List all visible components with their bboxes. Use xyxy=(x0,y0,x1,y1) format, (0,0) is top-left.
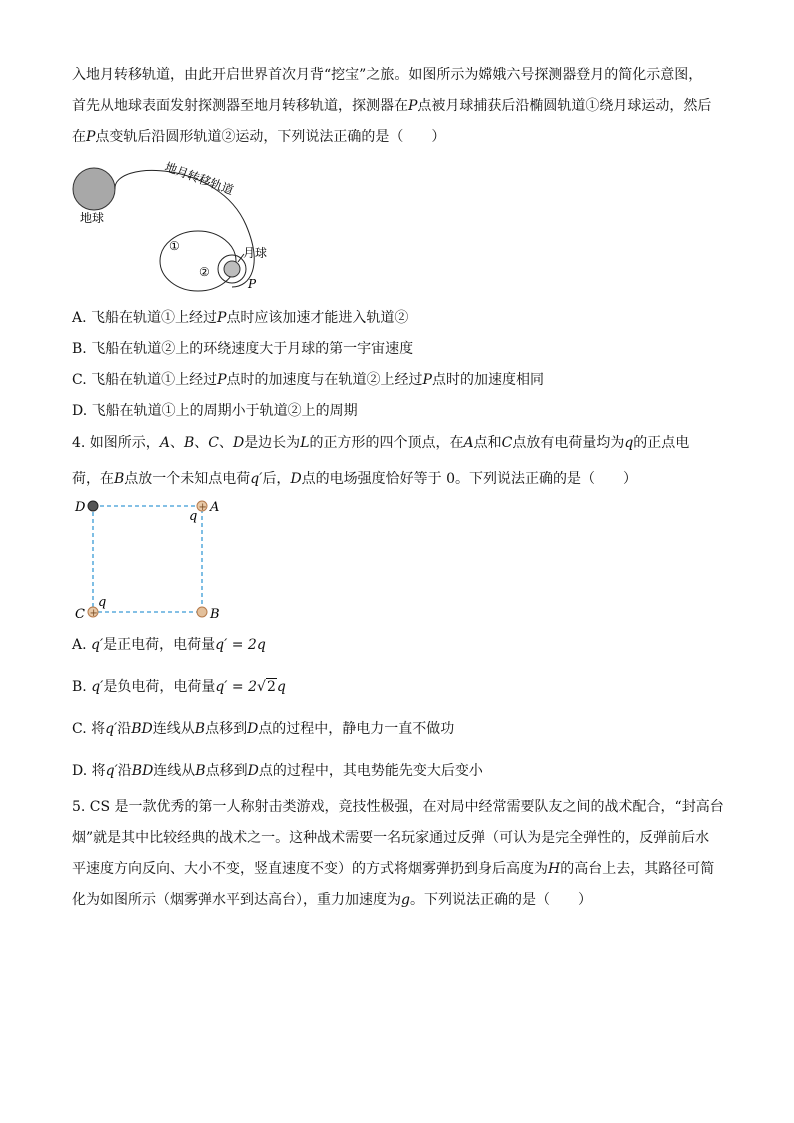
q3-option-d[interactable]: D. 飞船在轨道①上的周期小于轨道②上的周期 xyxy=(72,403,358,419)
moon-label: 月球 xyxy=(243,246,268,260)
q4-stem-line2: 荷，在B点放一个未知点电荷q′后，D点的电场强度恰好等于 0。下列说法正确的是（ ） xyxy=(72,471,638,487)
q4-option-d[interactable]: D. 将q′沿BD连线从B点移到D点的过程中，其电势能先变大后变小 xyxy=(72,763,483,779)
q4-option-c[interactable]: C. 将q′沿BD连线从B点移到D点的过程中，静电力一直不做功 xyxy=(72,721,455,737)
q5-stem-line1: 5. CS 是一款优秀的第一人称射击类游戏，竞技性极强，在对局中经常需要队友之间的战术配合，“封高台 xyxy=(72,799,724,815)
orbit-1-label: ① xyxy=(169,239,180,253)
moon-circle xyxy=(224,261,240,277)
earth-label: 地球 xyxy=(80,211,105,225)
transfer-orbit-label: 地月转移轨道 xyxy=(162,159,236,198)
earth-moon-orbit-figure xyxy=(68,155,268,300)
label-a: A xyxy=(210,500,220,515)
label-q-c: q xyxy=(98,595,107,610)
q4-option-b[interactable]: B. q′是负电荷，电荷量q′ = 2√2q xyxy=(72,679,286,695)
label-d: D xyxy=(75,500,86,515)
plus-sign-a: + xyxy=(198,502,207,513)
charge-b xyxy=(197,607,207,617)
q4-option-a[interactable]: A. q′是正电荷，电荷量q′ = 2q xyxy=(72,637,266,653)
orbit-2-label: ② xyxy=(199,265,210,279)
q3-stem-line3: 在P点变轨后沿圆形轨道②运动，下列说法正确的是（ ） xyxy=(72,129,446,145)
q5-stem-line3: 平速度方向反向、大小不变，竖直速度不变）的方式将烟雾弹扔到身后高度为H的高台上去，其路径可简 xyxy=(72,861,715,877)
q4-stem-line1: 4. 如图所示，A、B、C、D是边长为L的正方形的四个顶点，在A点和C点放有电荷量均为q的正点电 xyxy=(72,435,690,451)
label-c: C xyxy=(75,607,85,622)
sqrt-symbol: √ xyxy=(257,679,266,695)
q5-stem-line2: 烟”就是其中比较经典的战术之一。这种战术需要一名玩家通过反弹（可认为是完全弹性的，反弹前后水 xyxy=(72,830,710,846)
label-b: B xyxy=(210,607,220,622)
earth-circle xyxy=(73,168,115,210)
q3-option-a[interactable]: A. 飞船在轨道①上经过P点时应该加速才能进入轨道② xyxy=(72,310,409,326)
plus-sign-c: + xyxy=(89,608,98,619)
q3-stem-line1: 入地月转移轨道，由此开启世界首次月背“挖宝”之旅。如图所示为嫦娥六号探测器登月的简化示意图， xyxy=(72,67,703,83)
point-p-label: P xyxy=(248,277,257,291)
square-outline xyxy=(93,506,202,612)
square-charges-figure xyxy=(70,494,230,624)
q3-option-b[interactable]: B. 飞船在轨道②上的环绕速度大于月球的第一宇宙速度 xyxy=(72,341,414,357)
q5-stem-line4: 化为如图所示（烟雾弹水平到达高台），重力加速度为g。下列说法正确的是（ ） xyxy=(72,892,592,908)
q3-stem-line2: 首先从地球表面发射探测器至地月转移轨道，探测器在P点被月球捕获后沿椭圆轨道①绕月球运动，然后 xyxy=(72,98,712,114)
label-q-a: q xyxy=(189,509,198,524)
charge-d xyxy=(88,501,98,511)
q3-option-c[interactable]: C. 飞船在轨道①上经过P点时的加速度与在轨道②上经过P点时的加速度相同 xyxy=(72,372,544,388)
